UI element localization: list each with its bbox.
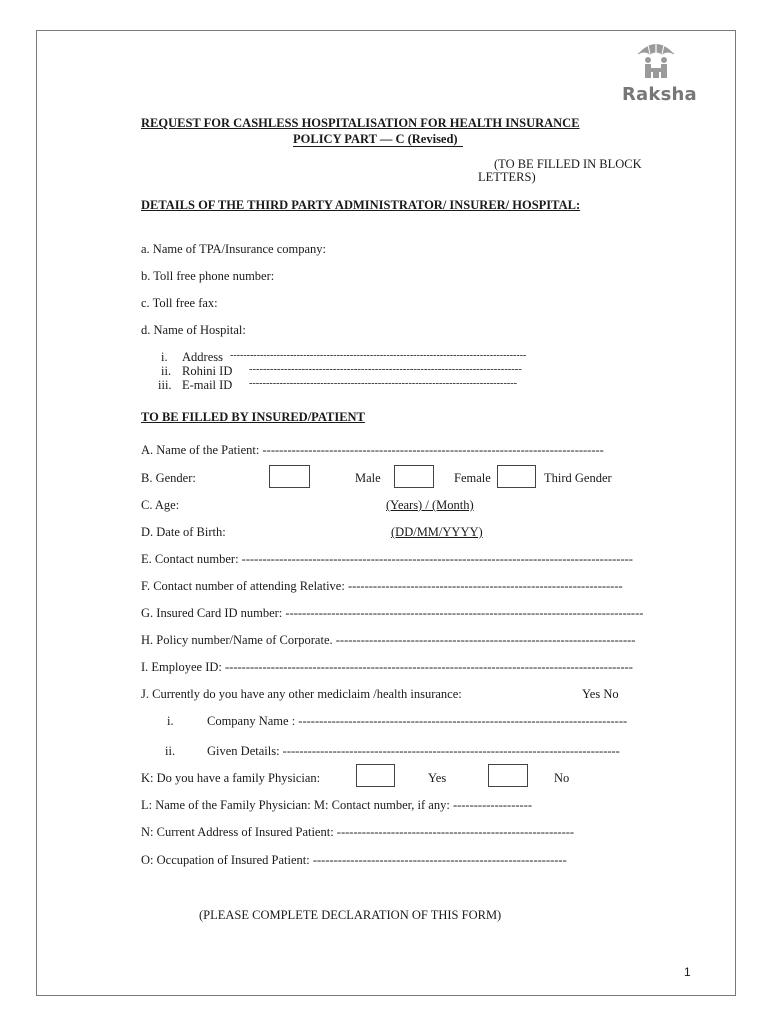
title-underline [293,146,463,147]
gender-third-label: Third Gender [544,471,612,485]
physician-no-label: No [554,771,570,785]
form-title-line1: REQUEST FOR CASHLESS HOSPITALISATION FOR HEALTH INSURANCE [141,116,580,130]
page-number: 1 [684,965,691,979]
given-details-line[interactable]: Given Details: --------------------------------------------------------------------------------- [207,744,620,758]
relative-contact-line[interactable]: F. Contact number of attending Relative: ------------------------------------------------------------------ [141,579,623,593]
physician-no-checkbox[interactable] [488,764,528,787]
contact-number-line[interactable]: E. Contact number: ---------------------------------------------------------------------------------------------- [141,552,633,566]
gender-female-checkbox[interactable] [394,465,434,488]
gender-label: B. Gender: [141,471,196,485]
toll-free-fax-label: c. Toll free fax: [141,296,218,310]
physician-yes-label: Yes [428,771,447,785]
insured-card-id-line[interactable]: G. Insured Card ID number: -------------------------------------------------------------------------------------- [141,606,644,620]
physician-name-line[interactable]: L: Name of the Family Physician: M: Contact number, if any: ------------------- [141,798,533,812]
gender-male-label: Male [355,471,381,485]
occupation-line[interactable]: O: Occupation of Insured Patient: ------------------------------------------------------------- [141,853,567,867]
sub-rohini-label: Rohini ID [182,364,233,378]
sub-address-field[interactable]: ----------------------------------------------------------------------------------------- [230,350,527,361]
sub-address-num: i. [161,350,168,364]
sub-rohini-num: ii. [161,364,172,378]
age-hint[interactable]: (Years) / (Month) [386,498,474,512]
current-address-line[interactable]: N: Current Address of Insured Patient: --------------------------------------------------------- [141,825,575,839]
sub-email-label: E-mail ID [182,378,233,392]
form-title-line2: POLICY PART — C (Revised) [293,132,458,146]
dob-hint[interactable]: (DD/MM/YYYY) [391,525,483,539]
dob-label: D. Date of Birth: [141,525,226,539]
form-page [36,30,736,996]
gender-male-checkbox[interactable] [269,465,310,488]
sub-email-num: iii. [158,378,172,392]
sub-email-field[interactable]: ------------------------------------------------------------------------------- [249,378,518,389]
logo-text: Raksha [622,84,697,105]
employee-id-line[interactable]: I. Employee ID: -------------------------------------------------------------------------------------------------- [141,660,633,674]
gender-female-label: Female [454,471,491,485]
patient-name-line[interactable]: A. Name of the Patient: ---------------------------------------------------------------------------------- [141,443,604,457]
policy-number-line[interactable]: H. Policy number/Name of Corporate. ------------------------------------------------------------------------ [141,633,636,647]
physician-yes-checkbox[interactable] [356,764,395,787]
company-name-num: i. [167,714,174,728]
gender-third-checkbox[interactable] [497,465,536,488]
section-patient-heading: TO BE FILLED BY INSURED/PATIENT [141,410,365,424]
section-tpa-heading: DETAILS OF THE THIRD PARTY ADMINISTRATOR/ INSURER/ HOSPITAL: [141,198,581,212]
toll-free-phone-label: b. Toll free phone number: [141,269,275,283]
age-label: C. Age: [141,498,180,512]
given-details-num: ii. [165,744,176,758]
other-insurance-question: J. Currently do you have any other mediclaim /health insurance: [141,687,462,701]
company-name-line[interactable]: Company Name : ------------------------------------------------------------------------------- [207,714,628,728]
tpa-name-label: a. Name of TPA/Insurance company: [141,242,327,256]
family-physician-question: K: Do you have a family Physician: [141,771,321,785]
hospital-name-label: d. Name of Hospital: [141,323,246,337]
instruction-line1: (TO BE FILLED IN BLOCK [494,157,642,171]
declaration-note: (PLEASE COMPLETE DECLARATION OF THIS FORM) [199,908,502,922]
instruction-line2: LETTERS) [478,170,536,184]
sub-address-label: Address [182,350,223,364]
other-insurance-yes-no[interactable]: Yes No [582,687,619,701]
sub-rohini-field[interactable]: ------------------------------------------------------------------------------ [249,364,522,375]
